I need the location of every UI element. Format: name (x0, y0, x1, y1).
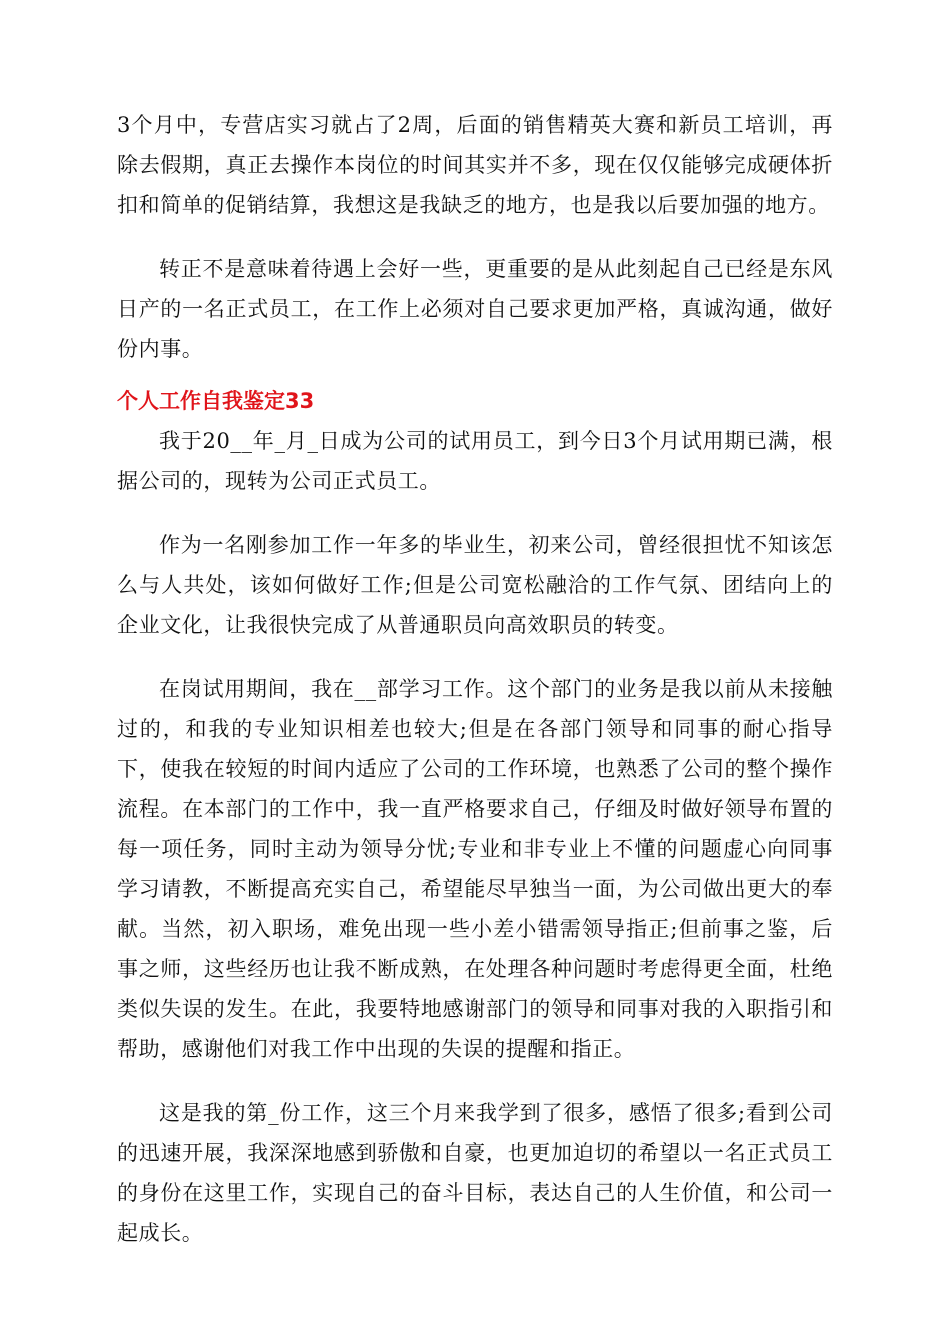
paragraph-5: 在岗试用期间，我在__部学习工作。这个部门的业务是我以前从未接触过的，和我的专业知识相差也较大;但是在各部门领导和同事的耐心指导下，使我在较短的时间内适应了公司的工作环境，也熟悉了公司的整个操作流程。在本部门的工作中，我一直严格要求自己，仔细及时做好领导布置的每一项任务，同时主动为领导分忧;专业和非专业上不懂的问题虚心向同事学习请教，不断提高充实自己，希望能尽早独当一面，为公司做出更大的奉献。当然，初入职场，难免出现一些小差小错需领导指正;但前事之鉴，后事之师，这些经历也让我不断成熟，在处理各种问题时考虑得更全面，杜绝类似失误的发生。在此，我要特地感谢部门的领导和同事对我的入职指引和帮助，感谢他们对我工作中出现的失误的提醒和指正。 (117, 677, 833, 1061)
paragraph-6: 这是我的第_份工作，这三个月来我学到了很多，感悟了很多;看到公司的迅速开展，我深深地感到骄傲和自豪，也更加迫切的希望以一名正式员工的身份在这里工作，实现自己的奋斗目标，表达自己的人生价值，和公司一起成长。 (117, 1101, 833, 1245)
paragraph-2: 转正不是意味着待遇上会好一些，更重要的是从此刻起自己已经是东风日产的一名正式员工，在工作上必须对自己要求更加严格，真诚沟通，做好份内事。 (117, 257, 833, 361)
paragraph-3: 我于20__年_月_日成为公司的试用员工，到今日3个月试用期已满，根据公司的，现转为公司正式员工。 (117, 429, 833, 493)
paragraph-4: 作为一名刚参加工作一年多的毕业生，初来公司，曾经很担忧不知该怎么与人共处，该如何做好工作;但是公司宽松融洽的工作气氛、团结向上的企业文化，让我很快完成了从普通职员向高效职员的转变。 (117, 533, 833, 637)
section-heading: 个人工作自我鉴定33 (117, 389, 315, 413)
paragraph-1: 3个月中，专营店实习就占了2周，后面的销售精英大赛和新员工培训，再除去假期，真正去操作本岗位的时间其实并不多，现在仅仅能够完成硬体折扣和简单的促销结算，我想这是我缺乏的地方，也是我以后要加强的地方。 (117, 113, 833, 217)
